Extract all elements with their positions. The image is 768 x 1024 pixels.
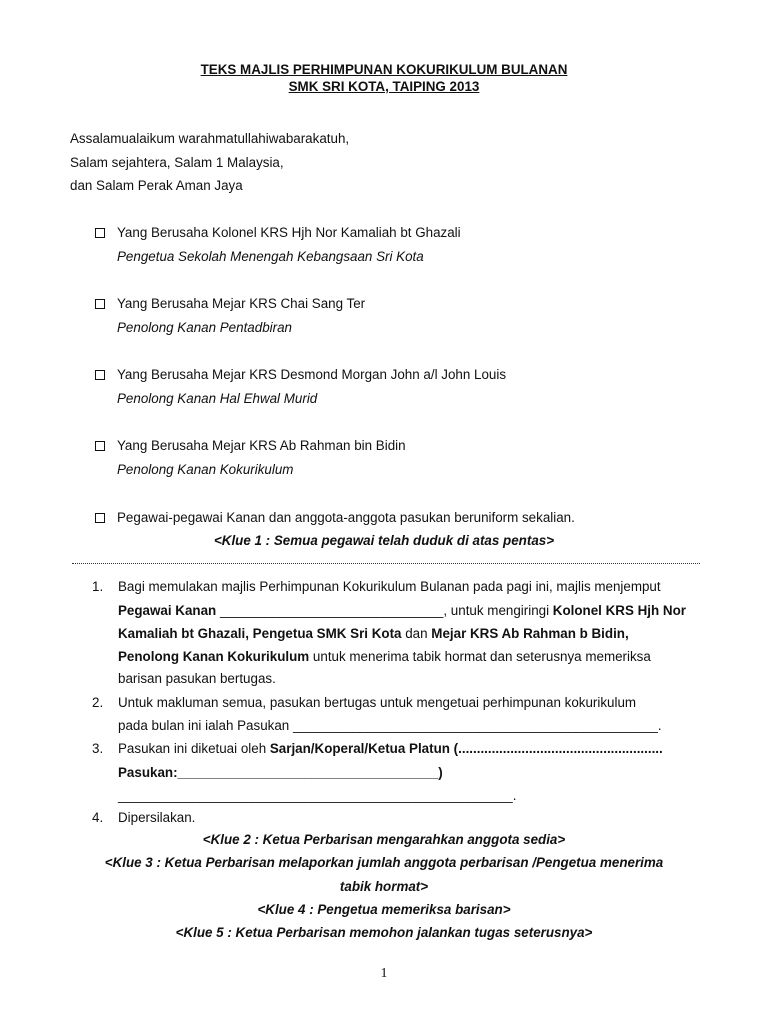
item-3-line [118, 741, 663, 756]
bold-text: Penolong Kanan Kokurikulum [118, 649, 310, 664]
item-number: 4. [92, 810, 104, 825]
protocol-name: Yang Berusaha Kolonel KRS Hjh Nor Kamaliah bt Ghazali [117, 225, 461, 240]
protocol-name: Yang Berusaha Mejar KRS Ab Rahman bin Bidin [117, 438, 406, 453]
item-number: 1. [92, 579, 104, 594]
item-1-line [118, 626, 629, 641]
klue-3: <Klue 3 : Ketua Perbarisan melaporkan jumlah anggota perbarisan /Pengetua menerima [104, 855, 664, 870]
text: ______________________________, untuk mengiringi [216, 603, 553, 618]
protocol-role: Penolong Kanan Hal Ehwal Murid [117, 391, 318, 406]
checkbox-icon [95, 513, 105, 523]
text: untuk menerima tabik hormat dan seterusnya memeriksa [309, 649, 651, 664]
bold-text: Sarjan/Koperal/Ketua Platun (....................................................... [269, 741, 663, 756]
checkbox-icon [95, 441, 105, 451]
item-2-line: Untuk makluman semua, pasukan bertugas untuk mengetuai perhimpunan kokurikulum [118, 695, 637, 710]
klue-4: <Klue 4 : Pengetua memeriksa barisan> [257, 902, 511, 917]
item-3-line: _____________________________________________________. [118, 788, 517, 803]
document-subtitle: SMK SRI KOTA, TAIPING 2013 [288, 79, 480, 94]
klue-2: <Klue 2 : Ketua Perbarisan mengarahkan anggota sedia> [202, 832, 566, 847]
bold-text: Kamaliah bt Ghazali, Pengetua SMK Sri Kota [118, 626, 402, 641]
item-1-line: barisan pasukan bertugas. [118, 671, 276, 686]
item-4-line: Dipersilakan. [118, 810, 196, 825]
checkbox-icon [95, 370, 105, 380]
checkbox-icon [95, 228, 105, 238]
page-number: 1 [380, 966, 388, 981]
greeting-line: Assalamualaikum warahmatullahiwabarakatuh, [70, 131, 350, 146]
item-2-line: pada bulan ini ialah Pasukan _________________________________________________. [118, 718, 662, 733]
item-number: 3. [92, 741, 104, 756]
protocol-name: Yang Berusaha Mejar KRS Desmond Morgan John a/l John Louis [117, 367, 507, 382]
klue-5: <Klue 5 : Ketua Perbarisan memohon jalankan tugas seterusnya> [175, 925, 593, 940]
checkbox-icon [95, 299, 105, 309]
dotted-divider [72, 563, 700, 564]
protocol-name: Yang Berusaha Mejar KRS Chai Sang Ter [117, 296, 366, 311]
item-1-line [118, 649, 651, 664]
protocol-role: Penolong Kanan Kokurikulum [117, 462, 294, 477]
text: Pasukan ini diketuai oleh [118, 741, 270, 756]
protocol-role: Penolong Kanan Pentadbiran [117, 320, 292, 335]
item-3-line: Pasukan:___________________________________) [118, 765, 443, 780]
greeting-line: dan Salam Perak Aman Jaya [70, 178, 243, 193]
protocol-role: Pengetua Sekolah Menengah Kebangsaan Sri Kota [117, 249, 424, 264]
item-1-line: Bagi memulakan majlis Perhimpunan Kokurikulum Bulanan pada pagi ini, majlis menjemput [118, 579, 661, 594]
bold-text: Kolonel KRS Hjh Nor [552, 603, 686, 618]
protocol-name: Pegawai-pegawai Kanan dan anggota-anggota pasukan beruniform sekalian. [117, 510, 575, 525]
bold-text: Pegawai Kanan [118, 603, 217, 618]
text: dan [401, 626, 432, 641]
klue-3-cont: tabik hormat> [339, 879, 429, 894]
klue-1: <Klue 1 : Semua pegawai telah duduk di atas pentas> [213, 533, 555, 548]
greeting-line: Salam sejahtera, Salam 1 Malaysia, [70, 155, 284, 170]
document-title: TEKS MAJLIS PERHIMPUNAN KOKURIKULUM BULANAN [200, 62, 568, 77]
bold-text: Mejar KRS Ab Rahman b Bidin, [431, 626, 629, 641]
item-number: 2. [92, 695, 104, 710]
item-1-line [118, 603, 686, 618]
